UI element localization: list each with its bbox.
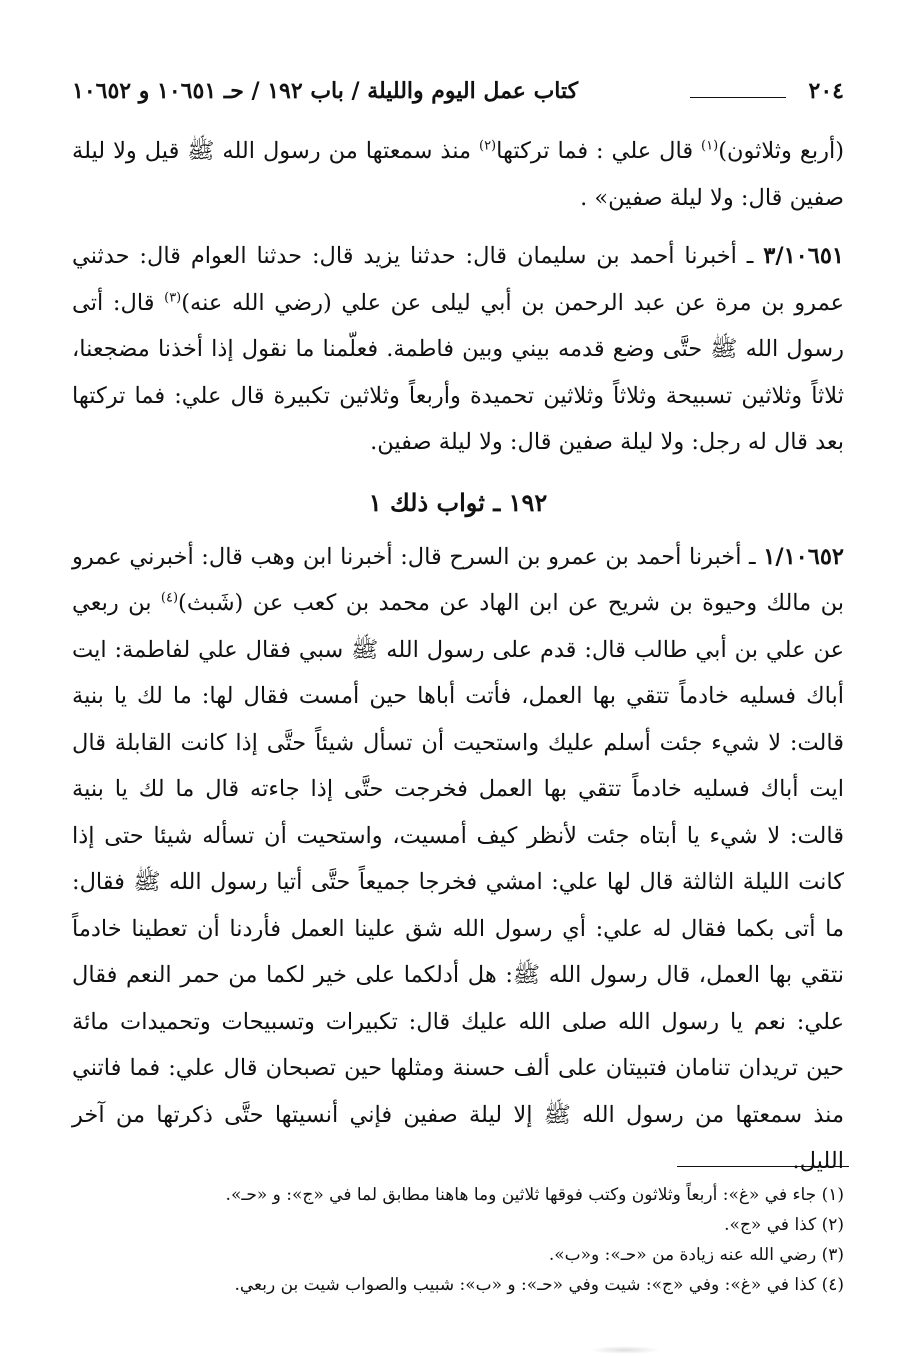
hadith-10652-text-before: ـ أخبرنا أحمد بن عمرو بن السرح قال: أخبرنا ابن وهب قال: أخبرني عمرو بن مالك وحيوة بن شريح عن ابن الهاد عن محمد بن كعب عن (شَبث)	[72, 543, 844, 616]
paragraph-gap	[72, 221, 844, 233]
footnote-ref-3: (٣)	[164, 290, 182, 305]
running-title: كتاب عمل اليوم والليلة / باب ١٩٢ / حـ ١٠٦٥١ و ١٠٦٥٢	[72, 78, 579, 104]
footnote-2: (٢) كذا في «ج».	[724, 1215, 844, 1235]
hadith-10651-text-after: قال: أتى رسول الله ﷺ حتَّى وضع قدمه بيني وبين فاطمة. فعلّمنا ما نقول إذا أخذنا مضجعنا، ثلاثاً وثلاثين تسبيحة وثلاثاً وثلاثين تحميدة وأربعاً وثلاثين تكبيرة قال علي: فما تركتها بعد قال له رجل: ولا ليلة صفين قال: ولا ليلة صفين.	[72, 289, 844, 455]
footnote-separator	[677, 1166, 849, 1167]
footnote-ref-1: (١)	[701, 138, 719, 154]
paragraph-continuation	[72, 128, 844, 221]
footnote-3: (٣) رضي الله عنه زيادة من «حـ»: و«ب».	[548, 1245, 844, 1265]
paragraph-1-text-before: (أربع وثلاثون)	[718, 138, 845, 164]
paragraph-1-text-middle: قال علي : فما تركتها	[496, 138, 702, 164]
footnote-4: (٤) كذا في «غ»: وفي «ج»: شيت وفي «حـ»: و «ب»: شبيب والصواب شيت بن ربعي.	[234, 1275, 844, 1295]
running-header	[72, 78, 844, 118]
header-rule	[690, 97, 786, 98]
paragraph-1-text-after: منذ سمعتها من رسول الله ﷺ قيل ولا ليلة صفين قال: ولا ليلة صفين» .	[72, 138, 844, 211]
footnote-ref-4: (٤)	[160, 590, 179, 606]
page-number: ٢٠٤	[808, 78, 844, 104]
footnote-1: (١) جاء في «غ»: أربعاً وثلاثون وكتب فوقها ثلاثين وما هاهنا مطابق لما في «ج»: و «حـ».	[225, 1185, 844, 1205]
chapter-heading: ١٩٢ ـ ثواب ذلك ١	[368, 487, 548, 517]
footnote-ref-2: (٢)	[478, 138, 497, 154]
hadith-number-10652: ١/١٠٦٥٢	[763, 543, 844, 570]
hadith-10651-text-before: ـ أخبرنا أحمد بن سليمان قال: حدثنا يزيد قال: حدثنا العوام قال: حدثني عمرو بن مرة عن عبد الرحمن بن أبي ليلى عن علي (رضي الله عنه)	[72, 243, 844, 316]
scan-smudge	[590, 1346, 660, 1354]
hadith-number-10651: ٣/١٠٦٥١	[763, 243, 844, 269]
hadith-10652-text-after: بن ربعي عن علي بن أبي طالب قال: قدم على رسول الله ﷺ سبي فقال علي لفاطمة: ايت أباك فسليه خادماً تتقي بها العمل، فأتت أباها حين أمست فقال لها: ما لك يا بنية قالت: لا شيء جئت أسلم عليك واستحيت أن تسأل شيئاً حتَّى إذا كانت القابلة قال ايت أباك فسليه خادماً تتقي بها العمل فخرجت حتَّى إذا جاءته قال ما لك يا بنية قالت: لا شيء يا أبتاه جئت لأنظر كيف أمسيت، واستحيت أن تسأله شيئا حتى إذا كانت الليلة الثالثة قال لها علي: امشي فخرجا جميعاً حتَّى أتيا رسول الله ﷺ فقال: ما أتى بكما فقال له علي: أي رسول الله شق علينا العمل فأردنا أن تعطينا خادماً نتقي بها العمل، قال رسول الله ﷺ: هل أدلكما على خير لكما من حمر النعم فقال علي: نعم يا رسول الله صلى الله عليك قال: تكبيرات وتسبيحات وتحميدات مائة حين تريدان تنامان فتبيتان على ألف حسنة ومثلها حين تصبحان قال علي: فما فاتني منذ سمعتها من رسول الله ﷺ إلا ليلة صفين فإني أنسيتها حتَّى ذكرتها من آخر الليل.	[72, 590, 844, 1174]
footnotes	[72, 1180, 844, 1300]
main-text	[72, 128, 844, 1185]
hadith-10651	[72, 233, 844, 466]
hadith-10652	[72, 534, 844, 1185]
